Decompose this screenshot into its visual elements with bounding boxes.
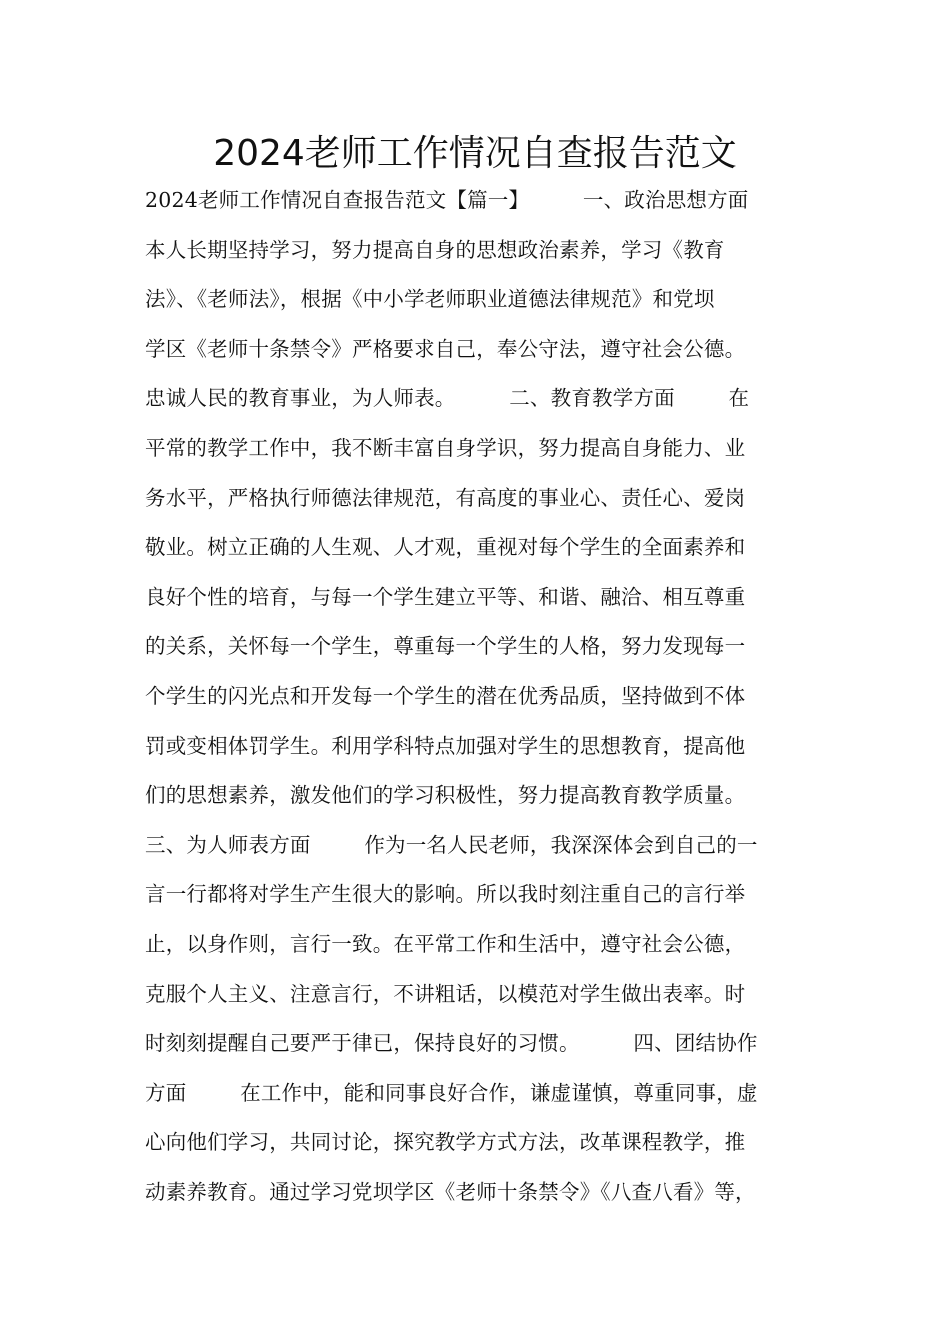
body-line: 言一行都将对学生产生很大的影响。所以我时刻注重自己的言行举 xyxy=(145,882,746,907)
body-line: 方面 在工作中，能和同事良好合作，谦虚谨慎，尊重同事，虚 xyxy=(145,1080,758,1105)
body-line: 克服个人主义、注意言行，不讲粗话，以模范对学生做出表率。时 xyxy=(145,981,746,1006)
body-line: 2024老师工作情况自查报告范文【篇一】 一、政治思想方面 xyxy=(145,188,749,212)
body-line: 们的思想素养，激发他们的学习积极性，努力提高教育教学质量。 xyxy=(145,783,746,808)
body-line: 动素养教育。通过学习党坝学区《老师十条禁令》《八查八看》等， xyxy=(145,1179,756,1204)
document-body xyxy=(145,182,810,1223)
document-title: 2024老师工作情况自查报告范文 xyxy=(213,133,737,174)
body-line: 法》、《老师法》，根据《中小学老师职业道德法律规范》和党坝 xyxy=(145,287,715,312)
body-line: 止，以身作则，言行一致。在平常工作和生活中，遵守社会公德， xyxy=(145,931,746,956)
body-line: 务水平，严格执行师德法律规范，有高度的事业心、责任心、爱岗 xyxy=(145,485,746,510)
body-line: 时刻刻提醒自己要严于律已，保持良好的习惯。 四、团结协作 xyxy=(145,1031,758,1056)
body-line: 良好个性的培育，与每一个学生建立平等、和谐、融洽、相互尊重 xyxy=(145,584,746,609)
body-line: 平常的教学工作中，我不断丰富自身学识，努力提高自身能力、业 xyxy=(145,435,746,460)
body-line: 忠诚人民的教育事业，为人师表。 二、教育教学方面 在 xyxy=(145,386,750,411)
body-line: 学区《老师十条禁令》严格要求自己，奉公守法，遵守社会公德。 xyxy=(145,336,746,361)
body-line: 敬业。树立正确的人生观、人才观，重视对每个学生的全面素养和 xyxy=(145,535,746,560)
body-line: 本人长期坚持学习，努力提高自身的思想政治素养，学习《教育 xyxy=(145,237,725,262)
body-line: 罚或变相体罚学生。利用学科特点加强对学生的思想教育，提高他 xyxy=(145,733,746,758)
body-line: 个学生的闪光点和开发每一个学生的潜在优秀品质，坚持做到不体 xyxy=(145,683,746,708)
body-line: 心向他们学习，共同讨论，探究教学方式方法，改革课程教学，推 xyxy=(145,1130,746,1155)
body-line: 三、为人师表方面 作为一名人民老师，我深深体会到自己的一 xyxy=(145,832,758,857)
body-line: 的关系，关怀每一个学生，尊重每一个学生的人格，努力发现每一 xyxy=(145,634,746,659)
